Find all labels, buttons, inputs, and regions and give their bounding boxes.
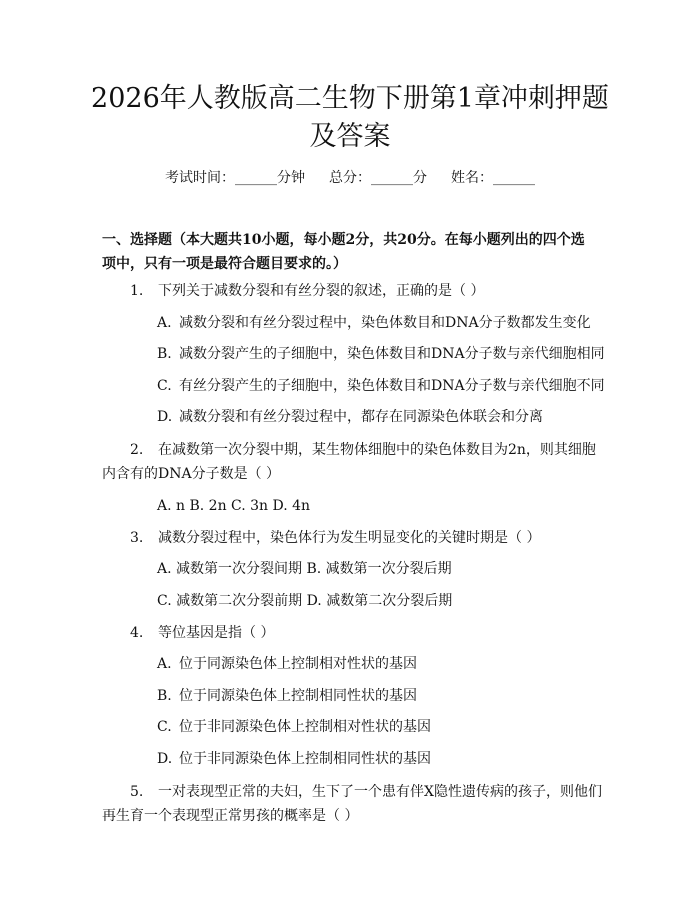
question-4 [130,621,274,645]
exam-info [0,168,700,188]
total-score-field: 总分：______分 [329,170,427,186]
option-a: A. 位于同源染色体上控制相对性状的基因 [157,656,417,672]
option-c: C. 位于非同源染色体上控制相对性状的基因 [157,719,431,735]
question-number: 1. [130,283,144,299]
question-2-continued: 内含有的DNA分子数是（ ） [102,466,281,482]
question-2 [130,438,596,462]
option-b: B. 减数分裂产生的子细胞中，染色体数目和DNA分子数与亲代细胞相同 [157,346,605,362]
option-b: B. 位于同源染色体上控制相同性状的基因 [157,688,417,704]
page-title-continued: 及答案 [309,121,391,152]
section-heading: 一、选择题（本大题共10小题，每小题2分，共20分。在每小题列出的四个选 [102,232,585,248]
option-c: C. 有丝分裂产生的子细胞中，染色体数目和DNA分子数与亲代细胞不同 [157,378,605,394]
option-d: D. 位于非同源染色体上控制相同性状的基因 [157,751,431,767]
question-5-continued: 再生育一个表现型正常男孩的概率是（ ） [102,808,359,824]
question-text: 一对表现型正常的夫妇，生下了一个患有伴X隐性遗传病的孩子，则他们 [158,784,602,800]
question-1 [130,279,484,303]
question-text: 等位基因是指（ ） [158,625,275,641]
question-text: 减数分裂过程中，染色体行为发生明显变化的关键时期是（ ） [158,530,541,546]
question-3 [130,526,540,550]
question-text: 下列关于减数分裂和有丝分裂的叙述，正确的是（ ） [158,283,485,299]
question-number: 2. [130,442,144,458]
question-number: 3. [130,530,144,546]
page-title: 2026年人教版高二生物下册第1章冲刺押题 [91,83,609,114]
exam-time-field: 考试时间：______分钟 [165,170,305,186]
question-number: 5. [130,784,144,800]
option-a: A. 减数分裂和有丝分裂过程中，染色体数目和DNA分子数都发生变化 [157,315,591,331]
section-heading-continued: 项中，只有一项是最符合题目要求的。） [102,256,347,272]
question-text: 在减数第一次分裂中期，某生物体细胞中的染色体数目为2n，则其细胞 [158,442,596,458]
question-number: 4. [130,625,144,641]
student-name-field: 姓名：______ [451,170,535,186]
question-3-options-cd: C. 减数第二次分裂前期 D. 减数第二次分裂后期 [157,593,453,609]
question-2-options: A. n B. 2n C. 3n D. 4n [157,498,311,514]
question-5 [130,780,602,804]
option-d: D. 减数分裂和有丝分裂过程中，都存在同源染色体联会和分离 [157,409,543,425]
question-3-options-ab: A. 减数第一次分裂间期 B. 减数第一次分裂后期 [157,561,452,577]
